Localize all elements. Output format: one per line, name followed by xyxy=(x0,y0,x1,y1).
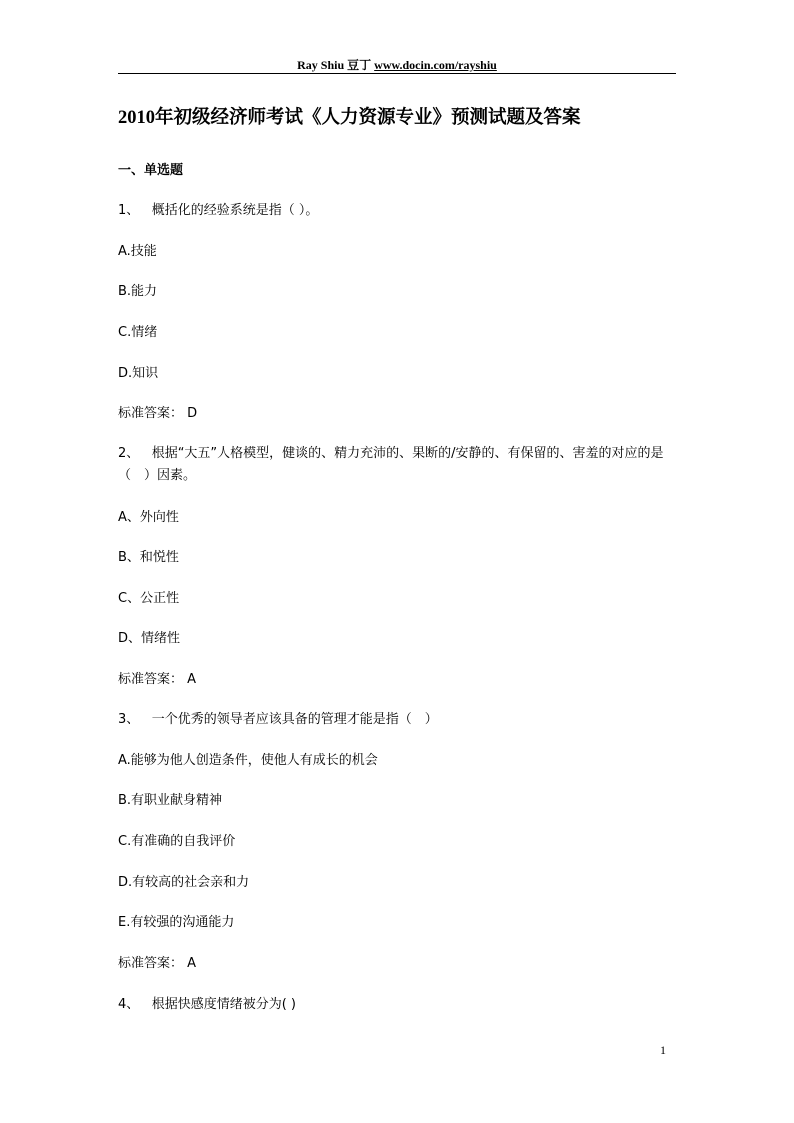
question-3-answer-value: A xyxy=(187,956,197,971)
question-3-answer-label: 标准答案： xyxy=(118,956,184,971)
question-3-option-d: D.有较高的社会亲和力 xyxy=(118,875,250,890)
question-1 xyxy=(118,201,318,221)
question-1-answer-value: D xyxy=(187,406,198,421)
question-1-option-d: D.知识 xyxy=(118,366,159,381)
question-3 xyxy=(118,710,438,730)
question-4 xyxy=(118,995,296,1015)
question-2-option-a: A、外向性 xyxy=(118,510,179,525)
question-2-answer xyxy=(118,670,196,690)
question-1-option-a: A.技能 xyxy=(118,244,157,259)
header-divider xyxy=(118,73,676,74)
question-1-answer xyxy=(118,404,197,424)
question-2-text: 根据“大五”人格模型，健谈的、精力充沛的、果断的/安静的、有保留的、害羞的对应的是（ ）因素。 xyxy=(118,446,664,483)
question-3-text: 一个优秀的领导者应该具备的管理才能是指（ ） xyxy=(151,712,438,727)
question-3-answer xyxy=(118,954,196,974)
question-2-option-b: B、和悦性 xyxy=(118,550,179,565)
header-author: Ray Shiu xyxy=(297,58,345,72)
page-header xyxy=(118,56,676,74)
header-site-name: 豆丁 xyxy=(347,58,372,72)
question-4-text: 根据快感度情绪被分为( ) xyxy=(151,997,296,1012)
question-2-answer-value: A xyxy=(187,672,197,687)
question-3-option-c: C.有准确的自我评价 xyxy=(118,834,236,849)
document-title: 2010年初级经济师考试《人力资源专业》预测试题及答案 xyxy=(118,108,581,128)
question-3-option-e: E.有较强的沟通能力 xyxy=(118,915,235,930)
question-3-number: 3、 xyxy=(118,712,140,727)
question-1-text: 概括化的经验系统是指（ ）。 xyxy=(151,203,319,218)
question-2-answer-label: 标准答案： xyxy=(118,672,184,687)
question-1-option-b: B.能力 xyxy=(118,284,158,299)
question-2-option-d: D、情绪性 xyxy=(118,631,181,646)
question-1-number: 1、 xyxy=(118,203,140,218)
section-heading: 一、单选题 xyxy=(118,163,184,178)
question-3-option-a: A.能够为他人创造条件，使他人有成长的机会 xyxy=(118,753,378,768)
question-4-number: 4、 xyxy=(118,997,140,1012)
question-1-option-c: C.情绪 xyxy=(118,325,158,340)
question-2 xyxy=(118,443,678,487)
question-1-answer-label: 标准答案： xyxy=(118,406,184,421)
header-url-link[interactable]: www.docin.com/rayshiu xyxy=(374,58,497,72)
question-2-option-c: C、公正性 xyxy=(118,591,180,606)
page-number: 1 xyxy=(660,1043,666,1057)
question-2-number: 2、 xyxy=(118,446,140,461)
question-3-option-b: B.有职业献身精神 xyxy=(118,793,223,808)
